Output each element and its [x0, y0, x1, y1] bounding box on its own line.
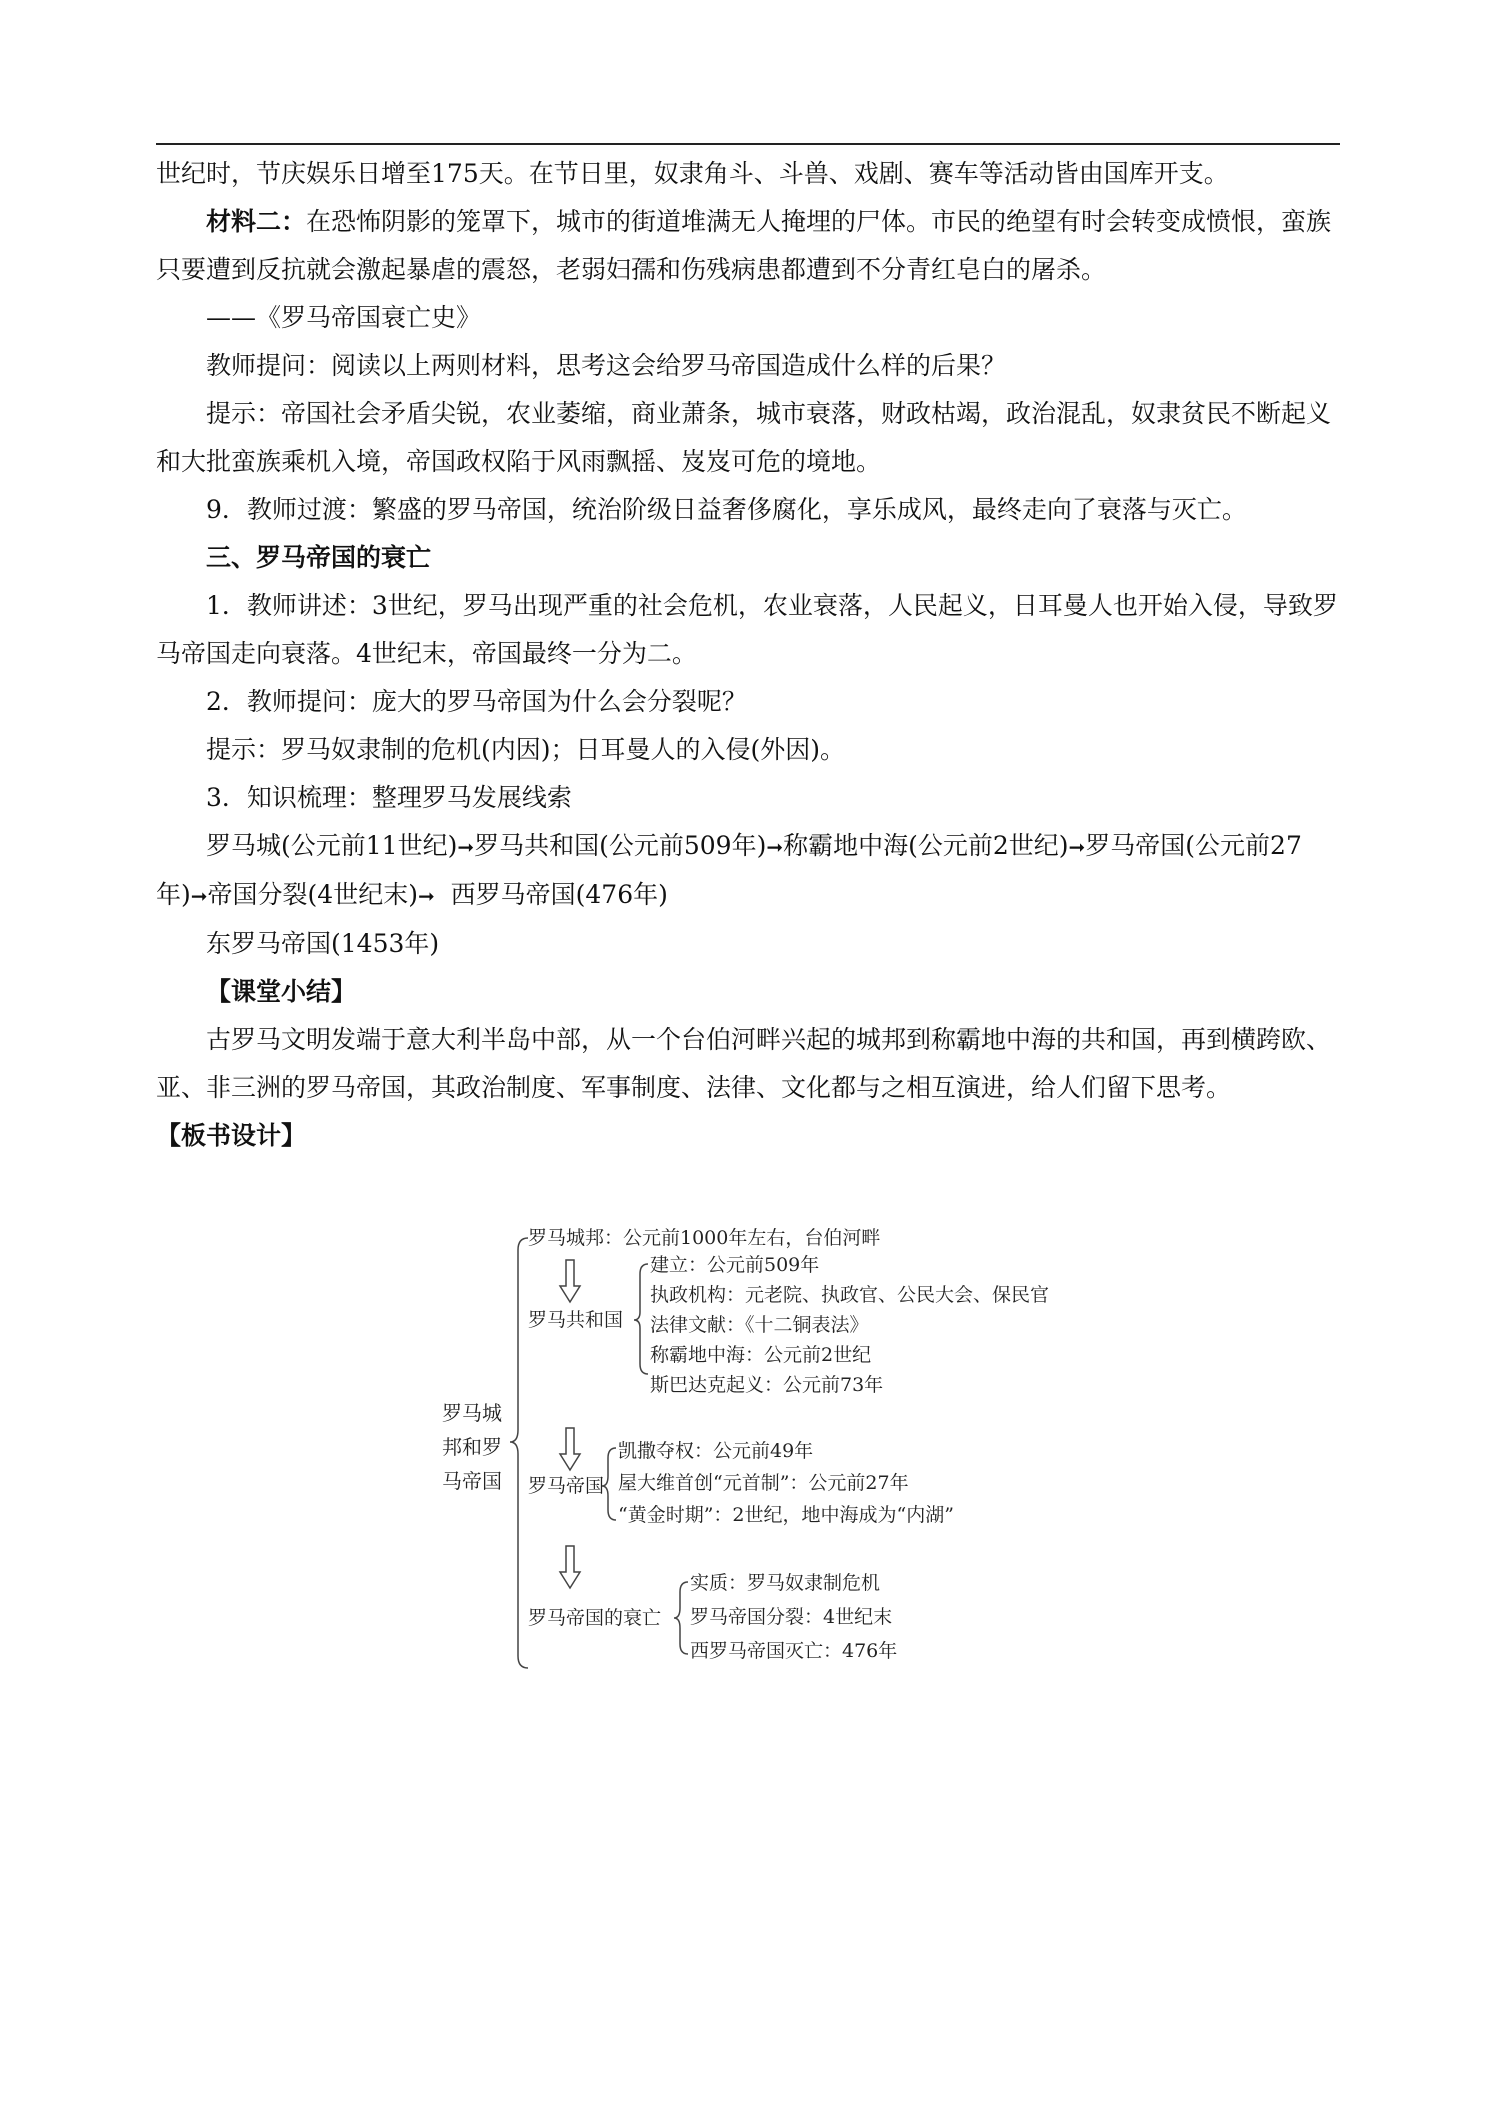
- teacher-question-1: 教师提问：阅读以上两则材料，思考这会给罗马帝国造成什么样的后果？: [206, 351, 1007, 380]
- empire-item: 屋大维首创“元首制”：公元前27年: [618, 1472, 909, 1494]
- timeline-line: [156, 822, 1340, 920]
- decline-item: 罗马帝国分裂：4世纪末: [690, 1606, 893, 1628]
- empire-item: 凯撒夺权：公元前49年: [618, 1440, 814, 1462]
- arrow-right-icon: ➞: [190, 884, 208, 908]
- republic-item: 称霸地中海：公元前2世纪: [650, 1344, 872, 1366]
- timeline-mediterranean: 称霸地中海(公元前2世纪): [783, 831, 1069, 860]
- republic-item: 斯巴达克起义：公元前73年: [650, 1374, 884, 1396]
- material-two: [156, 198, 1340, 294]
- section-heading-decline: 三、罗马帝国的衰亡: [206, 543, 432, 572]
- teacher-transition: 9．教师过渡：繁盛的罗马帝国，统治阶级日益奢侈腐化，享乐成风，最终走向了衰落与灭亡。: [206, 495, 1247, 524]
- diagram-root-label: 罗马城邦和罗马帝国: [442, 1401, 502, 1493]
- material-two-text: 在恐怖阴影的笼罩下，城市的街道堆满无人掩埋的尸体。市民的绝望有时会转变成愤恨，蛮族只要遭到反抗就会激起暴虐的震怒，老弱妇孺和伤残病患都遭到不分青红皂白的屠杀。: [156, 207, 1332, 284]
- decline-item: 实质：罗马奴隶制危机: [690, 1572, 881, 1594]
- header-rule: [156, 143, 1340, 145]
- decline-item: 西罗马帝国灭亡：476年: [690, 1640, 898, 1662]
- class-summary-text: 古罗马文明发端于意大利半岛中部，从一个台伯河畔兴起的城邦到称霸地中海的共和国，再到横跨欧、亚、非三洲的罗马帝国，其政治制度、军事制度、法律、文化都与之相互演进，给人们留下思考。: [156, 1025, 1332, 1102]
- hint-1: 提示：帝国社会矛盾尖锐，农业萎缩，商业萧条，城市衰落，财政枯竭，政治混乱，奴隶贫民不断起义和大批蛮族乘机入境，帝国政权陷于风雨飘摇、岌岌可危的境地。: [156, 399, 1332, 476]
- knowledge-review: 3．知识梳理：整理罗马发展线索: [206, 783, 572, 812]
- decline-brace: [674, 1582, 688, 1654]
- timeline-empire: 罗马帝国(公元前27年): [156, 831, 1302, 909]
- timeline-rome-city: 罗马城(公元前11世纪): [206, 831, 458, 860]
- arrow-right-icon: ➞: [417, 884, 435, 908]
- arrow-right-icon: ➞: [1068, 835, 1086, 859]
- outer-brace: [510, 1238, 528, 1668]
- down-arrow-3: [560, 1546, 580, 1588]
- arrow-right-icon: ➞: [766, 835, 784, 859]
- empire-node: 罗马帝国: [528, 1475, 605, 1497]
- empire-item: “黄金时期”：2世纪，地中海成为“内湖”: [618, 1504, 954, 1526]
- republic-item: 法律文献：《十二铜表法》: [650, 1314, 869, 1336]
- timeline-split: 帝国分裂(4世纪末): [207, 880, 418, 909]
- timeline-republic: 罗马共和国(公元前509年): [474, 831, 767, 860]
- down-arrow-2: [560, 1428, 580, 1470]
- source-citation: ——《罗马帝国衰亡史》: [206, 303, 482, 332]
- teacher-lecture: 1．教师讲述：3世纪，罗马出现严重的社会危机，农业衰落，人民起义，日耳曼人也开始入侵，导致罗马帝国走向衰落。4世纪末，帝国最终一分为二。: [156, 591, 1338, 668]
- board-design-heading: 【板书设计】: [156, 1121, 307, 1150]
- board-design-diagram: [430, 1210, 1130, 1690]
- republic-node: 罗马共和国: [528, 1309, 624, 1331]
- republic-brace: [634, 1264, 648, 1374]
- material-two-label: 材料二：: [206, 207, 307, 236]
- timeline-east-rome: 东罗马帝国(1453年): [206, 929, 440, 958]
- down-arrow-1: [560, 1260, 580, 1302]
- document-body: [156, 150, 1340, 1160]
- paragraph-1: 世纪时，节庆娱乐日增至175天。在节日里，奴隶角斗、斗兽、戏剧、赛车等活动皆由国库开支。: [156, 159, 1229, 188]
- republic-item: 执政机构：元老院、执政官、公民大会、保民官: [650, 1284, 1050, 1306]
- decline-node: 罗马帝国的衰亡: [528, 1607, 662, 1629]
- arrow-right-icon: ➞: [457, 835, 475, 859]
- rome-city-state-node: 罗马城邦：公元前1000年左右，台伯河畔: [528, 1227, 881, 1249]
- teacher-question-2: 2．教师提问：庞大的罗马帝国为什么会分裂呢？: [206, 687, 747, 716]
- empire-brace: [602, 1448, 616, 1520]
- class-summary-heading: 【课堂小结】: [206, 977, 357, 1006]
- timeline-west-rome: 西罗马帝国(476年): [450, 880, 668, 909]
- hint-2: 提示：罗马奴隶制的危机(内因)；日耳曼人的入侵(外因)。: [206, 735, 846, 764]
- republic-item: 建立：公元前509年: [650, 1254, 820, 1276]
